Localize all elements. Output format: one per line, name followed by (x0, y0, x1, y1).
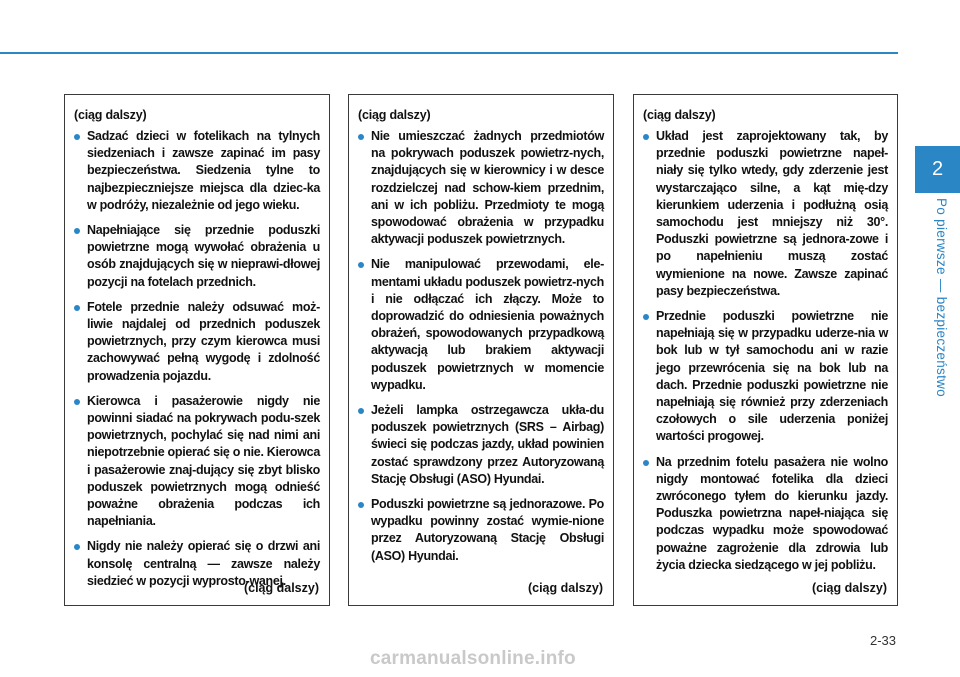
list-item (643, 454, 888, 574)
bullet-dot-icon (643, 460, 649, 466)
header-rule (0, 52, 898, 54)
list-item-text: Nigdy nie należy opierać się o drzwi ani konsolę centralną — zawsze należy siedzieć w pozycji wyprosto-wanej. (87, 539, 320, 588)
list-item-text: Fotele przednie należy odsuwać moż-liwie najdalej od przednich poduszek powietrznych, przy czym kierowca musi zachowywać pełną wygodę i zdolność prowadzenia pojazdu. (87, 299, 320, 383)
bullet-dot-icon (358, 502, 364, 508)
bullet-list (74, 128, 320, 590)
continued-bottom-label: (ciąg dalszy) (527, 581, 603, 595)
list-item-text: Nie umieszczać żadnych przedmiotów na pokrywach poduszek powietrz-nych, znajdujących się w kierownicy i w desce rozdzielczej nad schow-kiem przednim, ani w ich pobliżu. Przedmioty te mogą spowodować obrażenia w przypadku aktywacji poduszek powietrznych. (371, 129, 604, 247)
list-item (74, 393, 320, 531)
bullet-dot-icon (643, 314, 649, 320)
text-column-1 (64, 94, 330, 606)
bullet-dot-icon (74, 305, 80, 311)
list-item-text: Na przednim fotelu pasażera nie wolno nigdy montować fotelika dla dzieci zwróconego tyłem do kierunku jazdy. Poduszka powietrzna napeł-niająca się podczas wypadku może spowodować poważne zagrożenie dla zdrowia lub życia dziecka siedzącego w jej pobliżu. (656, 454, 888, 572)
bullet-dot-icon (74, 134, 80, 140)
list-item-text: Kierowca i pasażerowie nigdy nie powinni siadać na pokrywach podu-szek powietrznych, pochylać się nad nimi ani niepotrzebnie opierać się o nie. Kierowca i pasażerowie znaj-dujący się zbyt blisko poduszek powietrznych mogą odnieść poważne obrażenia podczas ich napełniania. (87, 393, 320, 529)
list-item (74, 128, 320, 214)
chapter-number-tab: 2 (915, 146, 960, 193)
list-item-text: Przednie poduszki powietrzne nie napełniają się w przypadku uderze-nia w bok lub w tył samochodu ani w razie jego przewrócenia się na bok lub na dach. Przednie poduszki powietrzne nie napełniają się również przy zderzeniach czołowych o sile uderzenia poniżej wartości progowej. (656, 309, 888, 444)
watermark: carmanualsonline.info (370, 648, 576, 669)
list-item (74, 222, 320, 291)
list-item-text: Nie manipulować przewodami, ele-mentami układu poduszek powietrz-nych i nie odłączać ich złączy. Może to doprowadzić do odniesienia poważnych obrażeń, spowodowanych przypadkową aktywacją lub brakiem aktywacji poduszek powietrznych w momencie wypadku. (371, 257, 604, 392)
continued-bottom-label: (ciąg dalszy) (243, 581, 319, 595)
list-item-text: Jeżeli lampka ostrzegawcza ukła-du poduszek powietrznych (SRS – Airbag) świeci się podczas jazdy, układ powinien zostać sprawdzony przez Autoryzowaną Stację Obsługi (ASO) Hyundai. (371, 403, 604, 486)
chapter-title: Po pierwsze — bezpieczeństwo (934, 198, 949, 397)
list-item-text: Układ jest zaprojektowany tak, by przednie poduszki powietrzne napeł-niały się tylko wtedy, gdy zderzenie jest wystarczająco silne, a kąt mię-dzy kierunkiem uderzenia i podłużną osią samochodu jest mniejszy niż 30°. Poduszki powietrzne są jednora-zowe i po napełnieniu muszą zostać wymienione na nowe. Zawsze zapinać pasy bezpieczeństwa. (656, 129, 888, 298)
continued-top-label: (ciąg dalszy) (358, 108, 431, 122)
bullet-dot-icon (358, 134, 364, 140)
list-item-text: Napełniające się przednie poduszki powietrzne mogą wywołać obrażenia u osób znajdujących się w nieprawi-dłowej pozycji na fotelach przednich. (87, 223, 320, 289)
page-number: 2-33 (869, 633, 896, 648)
continued-top-label: (ciąg dalszy) (74, 108, 147, 122)
list-item-text: Sadzać dzieci w fotelikach na tylnych siedzeniach i zawsze zapinać im pasy bezpieczeństwa. Siedzenia tylne to najbezpieczniejsze miejsca dla dziec-ka w podróży, niezależnie od jego wieku. (87, 129, 320, 212)
list-item (643, 128, 888, 300)
list-item (358, 128, 604, 248)
list-item (74, 299, 320, 385)
list-item (358, 402, 604, 488)
bullet-dot-icon (358, 262, 364, 268)
continued-top-label: (ciąg dalszy) (643, 108, 716, 122)
bullet-dot-icon (358, 408, 364, 414)
text-column-2 (348, 94, 614, 606)
list-item (358, 256, 604, 394)
bullet-dot-icon (74, 544, 80, 550)
text-column-3 (633, 94, 898, 606)
bullet-list (643, 128, 888, 574)
bullet-list (358, 128, 604, 565)
list-item-text: Poduszki powietrzne są jednorazowe. Po wypadku powinny zostać wymie-nione przez Autoryzowaną Stację Obsługi (ASO) Hyundai. (371, 497, 604, 563)
continued-bottom-label: (ciąg dalszy) (811, 581, 887, 595)
bullet-dot-icon (74, 399, 80, 405)
bullet-dot-icon (74, 228, 80, 234)
list-item (643, 308, 888, 446)
bullet-dot-icon (643, 134, 649, 140)
list-item (358, 496, 604, 565)
